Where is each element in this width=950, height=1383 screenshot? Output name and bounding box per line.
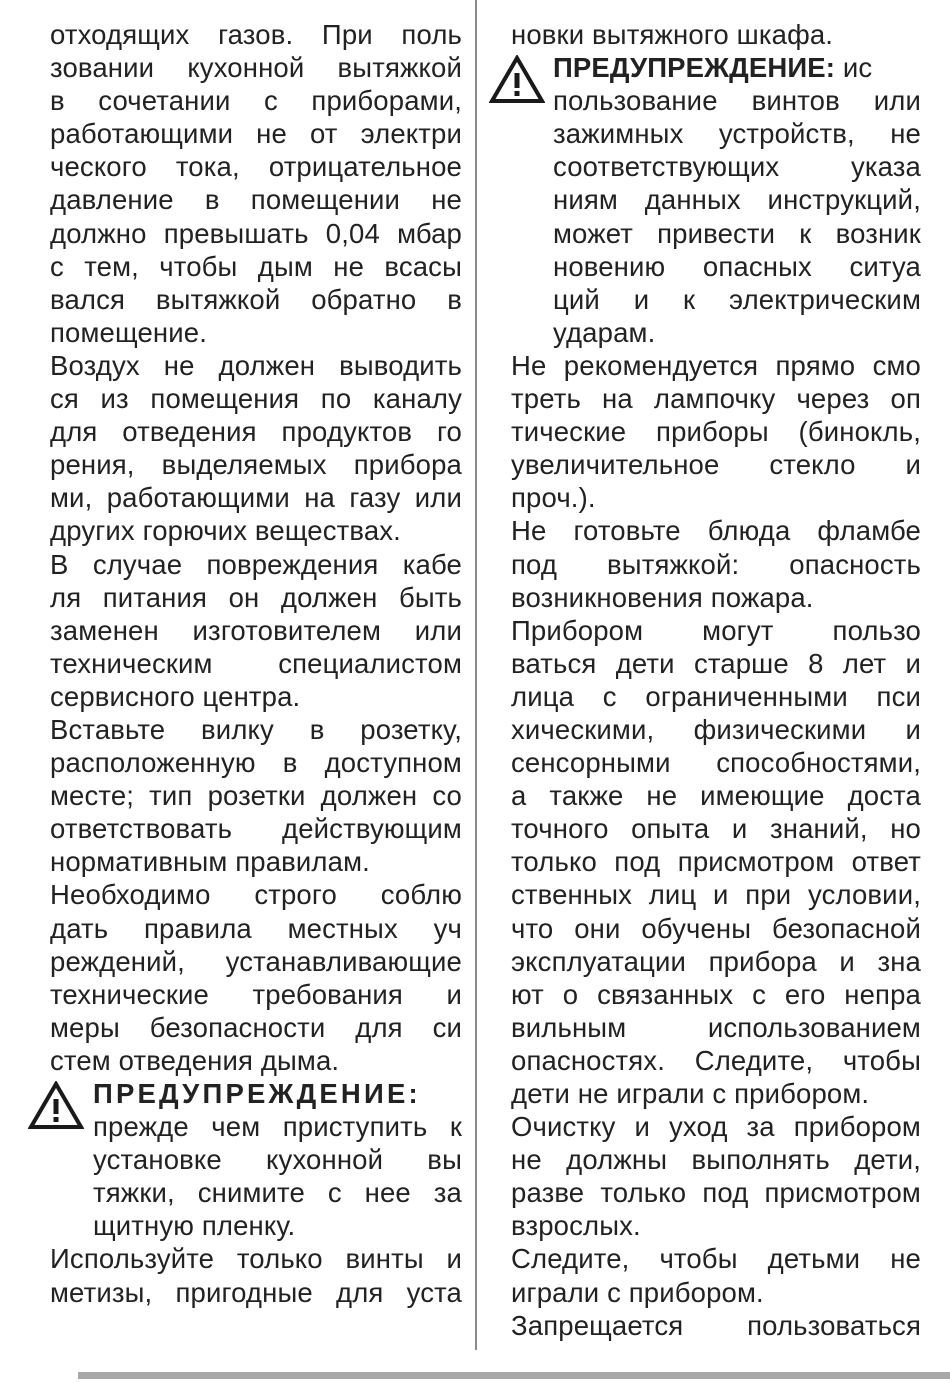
text-line: Не готовьте блюда фламбе <box>511 515 921 547</box>
text-line: Запрещается пользоваться <box>511 1309 921 1341</box>
paragraph <box>511 514 921 613</box>
text-line: под вытяжкой: опасность <box>511 548 921 580</box>
text-line: эксплуатации прибора и зна <box>511 945 921 977</box>
paragraph <box>511 18 921 51</box>
text-line: точного опыта и знаний, но <box>511 813 921 845</box>
text-line: зажимных устройств, не <box>553 118 921 150</box>
paragraph <box>50 1242 462 1308</box>
text-line: месте; тип розетки должен со <box>50 780 462 812</box>
text-line: рения, выделяемых прибора <box>50 449 462 481</box>
text-line: разве только под присмотром <box>511 1177 921 1209</box>
text-line: вильным использованием <box>511 1011 921 1043</box>
text-line: только под присмотром ответ <box>511 846 921 878</box>
paragraph <box>50 713 462 878</box>
text-line: установке кухонной вы <box>93 1144 462 1176</box>
text-line: лица с ограниченными пси <box>511 680 921 712</box>
text-line: метизы, пригодные для уста <box>50 1276 462 1308</box>
text-line: может привести к возник <box>553 217 921 249</box>
text-line: отходящих газов. При поль <box>50 19 462 50</box>
text-line: новки вытяжного шкафа. <box>511 19 834 50</box>
text-line: прежде чем приступить к <box>93 1111 462 1143</box>
text-line: помещение. <box>50 316 207 348</box>
text-line: технические требования и <box>50 978 462 1010</box>
text-line: хическими, физическими и <box>511 713 921 745</box>
text-line: реждений, устанавливающие <box>50 945 462 977</box>
text-line: ся из помещения по каналу <box>50 383 462 415</box>
text-line: дети не играли с прибором. <box>511 1078 870 1109</box>
text-line: ют о связанных с его непра <box>511 978 921 1010</box>
text-line: Воздух не должен выводить <box>50 349 462 381</box>
text-line: расположенную в доступном <box>50 747 462 779</box>
text-line: ственных лиц и при условии, <box>511 879 921 911</box>
text-line: новению опасных ситуа <box>553 250 921 282</box>
text-line: Используйте только винты и <box>50 1243 462 1275</box>
paragraph <box>50 548 462 713</box>
text-line: не должны выполнять дети, <box>511 1144 921 1176</box>
text-line: техническим специалистом <box>50 647 462 679</box>
text-line: ответствовать действующим <box>50 813 462 845</box>
text-line: Вставьте вилку в розетку, <box>50 713 462 745</box>
text-line: работающими не от электри <box>50 118 462 150</box>
warning-block <box>511 51 921 349</box>
text-line: тические приборы (бинокль, <box>511 416 921 448</box>
footer-rule <box>78 1372 950 1379</box>
text-line: для отведения продуктов го <box>50 416 462 448</box>
text-line: взрослых. <box>511 1210 641 1242</box>
text-line: тяжки, снимите с нее за <box>93 1177 462 1209</box>
warning-triangle-icon <box>489 55 545 105</box>
paragraph <box>50 878 462 1077</box>
text-line: давление в помещении не <box>50 184 462 216</box>
text-line: ударам. <box>553 316 656 348</box>
text-line: Не рекомендуется прямо смо <box>511 349 921 381</box>
text-line: щитную пленку. <box>93 1210 296 1242</box>
text-line: Следите, чтобы детьми не <box>511 1243 921 1275</box>
text-line: должно превышать 0,04 мбар <box>50 217 462 249</box>
text-line: ческого тока, отрицательное <box>50 151 462 183</box>
warning-triangle-icon <box>28 1081 84 1131</box>
paragraph <box>50 18 462 349</box>
text-line: дать правила местных уч <box>50 912 462 944</box>
warning-block <box>50 1077 462 1242</box>
text-line: вался вытяжкой обратно в <box>50 283 462 315</box>
paragraph <box>511 1242 921 1308</box>
text-line: ми, работающими на газу или <box>50 482 462 514</box>
text-line: сервисного центра. <box>50 680 301 712</box>
warning-heading: ПРЕДУПРЕЖДЕНИЕ: <box>93 1078 421 1109</box>
paragraph <box>50 349 462 548</box>
paragraph <box>511 349 921 514</box>
warning-heading-line <box>553 51 921 84</box>
text-line: опасностях. Следите, чтобы <box>511 1044 921 1076</box>
text-line: стем отведения дыма. <box>50 1044 340 1076</box>
text-line: меры безопасности для си <box>50 1011 462 1043</box>
text-line: что они обучены безопасной <box>511 912 921 944</box>
text-line: соответствующих указа <box>553 151 921 183</box>
text-line: пользование винтов или <box>553 85 921 117</box>
text-line: ваться дети старше 8 лет и <box>511 647 921 679</box>
column-divider <box>475 0 477 1350</box>
text-line: с тем, чтобы дым не всасы <box>50 250 462 282</box>
paragraph <box>511 614 921 1110</box>
text-line: а также не имеющие доста <box>511 780 921 812</box>
text-line: других горючих веществах. <box>50 515 401 547</box>
text-line: В случае повреждения кабе <box>50 548 462 580</box>
text-line: Очистку и уход за прибором <box>511 1111 921 1143</box>
warning-heading: ПРЕДУПРЕЖДЕНИЕ: <box>553 52 836 84</box>
left-column <box>50 18 462 1309</box>
text-line: треть на лампочку через оп <box>511 383 921 415</box>
paragraph <box>511 1110 921 1242</box>
text-line: играли с прибором. <box>511 1276 764 1308</box>
text-line: заменен изготовителем или <box>50 614 462 646</box>
text-line: сенсорными способностями, <box>511 747 921 779</box>
text-line: ниям данных инструкций, <box>553 184 921 216</box>
text-line: Прибором могут пользо <box>511 614 921 646</box>
warning-heading-tail: ис <box>835 52 873 84</box>
text-line: в сочетании с приборами, <box>50 85 462 117</box>
text-line: зовании кухонной вытяжкой <box>50 52 462 84</box>
text-line: ля питания он должен быть <box>50 581 462 613</box>
text-line: ций и к электрическим <box>553 283 921 315</box>
text-line: нормативным правилам. <box>50 846 370 878</box>
text-line: проч.). <box>511 482 596 514</box>
text-line: возникновения пожара. <box>511 581 814 613</box>
right-column <box>511 18 921 1342</box>
text-line: Необходимо строго соблю <box>50 879 462 911</box>
text-line: увеличительное стекло и <box>511 449 921 481</box>
paragraph <box>511 1309 921 1342</box>
